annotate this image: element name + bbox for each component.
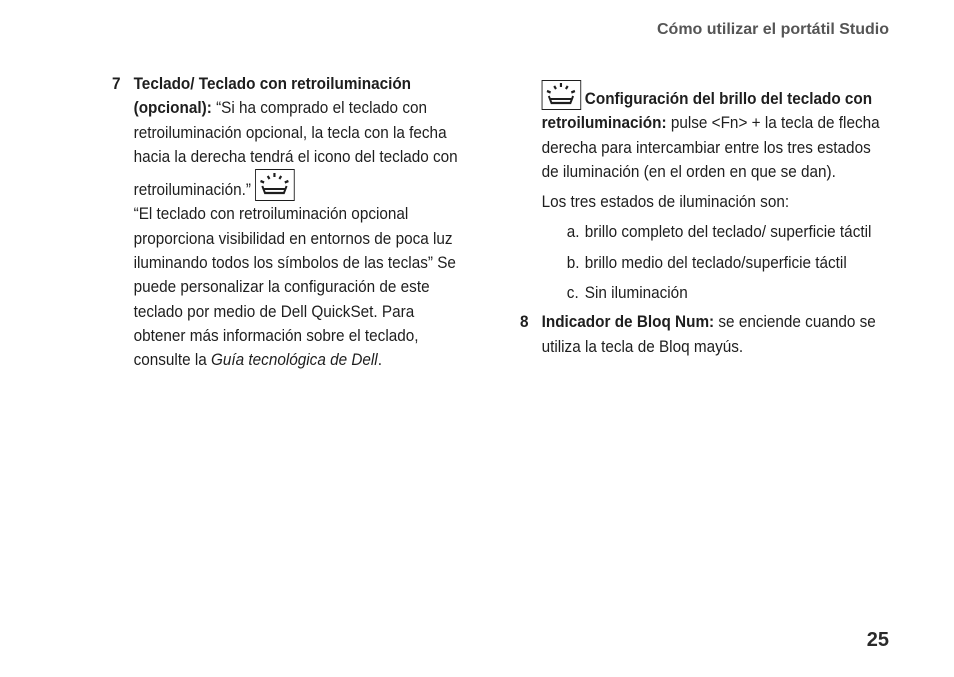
item-7-quote2: “El teclado con retroiluminación opcional proporciona visibilidad en entornos de poca luz iluminando todos los símbolos de las teclas” — [133, 204, 453, 273]
config-title: Configuración del brillo del teclado con retroiluminación: — [541, 89, 873, 133]
config-text: pulse <Fn> + la tecla de flecha derecha para intercambiar entre los tres estados de iluminación (en el orden en que se dan). — [541, 113, 880, 181]
running-header: Cómo utilizar el portátil Studio — [657, 21, 889, 38]
item-7-body — [134, 72, 471, 373]
right-column — [520, 80, 887, 359]
backlit-keyboard-icon — [542, 80, 582, 110]
state-item-c — [567, 281, 887, 305]
item-7-title: Teclado/ Teclado con retroiluminación (opcional): — [133, 74, 412, 118]
item-7-text2: Se puede personalizar la configuración de este teclado por medio de Dell QuickSet. Para obtener más información sobre el teclado, consulte la — [133, 253, 456, 370]
item-number-8: 8 — [520, 312, 529, 332]
backlit-keyboard-icon — [255, 169, 295, 201]
dell-tech-guide-ref: Guía tecnológica de Dell — [211, 350, 378, 370]
state-label-a: a. — [566, 222, 580, 242]
numlock-text: se enciende cuando se utiliza la tecla de Bloq mayús. — [541, 312, 876, 356]
state-text-b: brillo medio del teclado/superficie táctil — [584, 252, 847, 272]
state-text-c: Sin iluminación — [584, 283, 688, 303]
item-7-quote1: “Si ha comprado el teclado con retroiluminación opcional, la tecla con la fecha hacia la derecha tendrá el icono del teclado con retroiluminación.” — [133, 98, 458, 200]
left-column — [112, 72, 470, 373]
config-block — [542, 80, 888, 305]
states-intro: Los tres estados de iluminación son: — [541, 192, 790, 212]
item-8 — [520, 310, 887, 359]
page-number: 25 — [866, 629, 889, 651]
state-label-b: b. — [566, 252, 580, 272]
state-label-c: c. — [566, 283, 579, 303]
state-item-b — [567, 251, 887, 275]
state-text-a: brillo completo del teclado/ superficie táctil — [584, 222, 872, 242]
numlock-title: Indicador de Bloq Num: — [541, 312, 715, 332]
item-number-7: 7 — [112, 74, 121, 93]
item-7-end: . — [377, 350, 382, 370]
state-item-a — [567, 220, 887, 244]
